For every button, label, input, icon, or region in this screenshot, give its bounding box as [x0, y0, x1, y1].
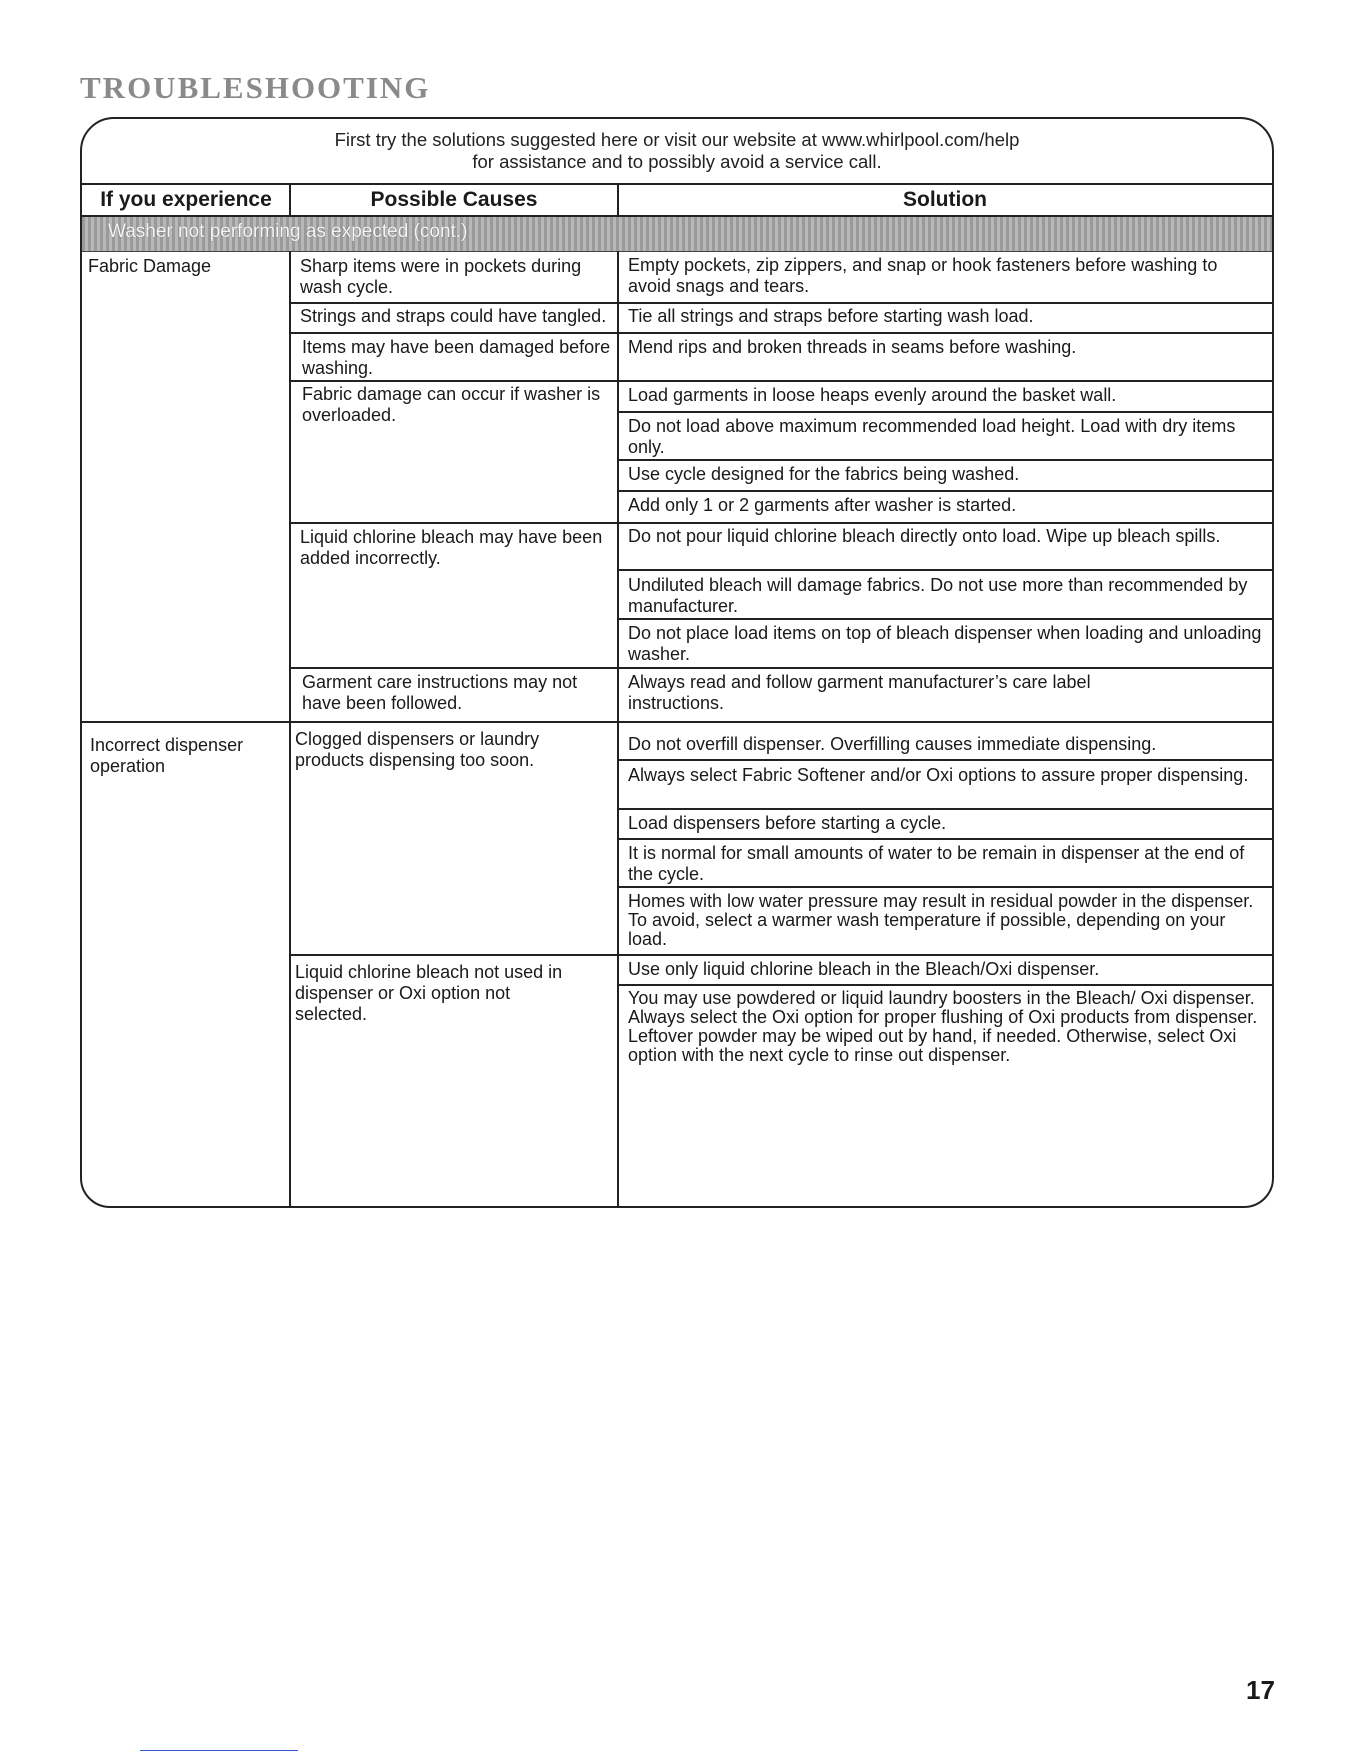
row-divider: [618, 490, 1272, 492]
row-divider: [618, 411, 1272, 413]
row-divider: [618, 808, 1272, 810]
solution-17: Use only liquid chlorine bleach in the Bleach/Oxi dispenser.: [628, 959, 1100, 979]
row-divider: [290, 954, 1272, 956]
solution-6: Use cycle designed for the fabrics being washed.: [628, 464, 1020, 484]
troubleshooting-table: [80, 117, 1274, 1208]
row-divider: [290, 332, 1272, 334]
cause-damaged-before: Items may have been damaged before washing.: [302, 337, 611, 378]
section-band: [82, 217, 1272, 252]
column-divider: [617, 251, 619, 1207]
page-number: 17: [1246, 1675, 1275, 1705]
cause-care-instructions: Garment care instructions may not have been followed.: [302, 672, 578, 713]
row-divider: [290, 380, 1272, 382]
solution-13: Always select Fabric Softener and/or Oxi options to assure proper dispensing.: [628, 765, 1249, 785]
row-divider: [618, 886, 1272, 888]
solution-8: Do not pour liquid chlorine bleach directly onto load. Wipe up bleach spills.: [628, 526, 1221, 546]
column-divider: [289, 183, 291, 217]
experience-fabric-damage: Fabric Damage: [88, 256, 212, 276]
cause-sharp-items: Sharp items were in pockets during wash cycle.: [300, 256, 582, 297]
cause-bleach-incorrect: Liquid chlorine bleach may have been added incorrectly.: [300, 527, 603, 568]
cause-clogged: Clogged dispensers or laundry products dispensing too soon.: [295, 729, 540, 770]
row-divider: [618, 569, 1272, 571]
row-divider: [290, 302, 1272, 304]
header-solution: Solution: [903, 188, 987, 211]
header-experience: If you experience: [100, 188, 272, 211]
solution-11: Always read and follow garment manufacturer’s care label instructions.: [628, 672, 1091, 713]
solution-10: Do not place load items on top of bleach dispenser when loading and unloading washer.: [628, 623, 1262, 664]
intro-line-1: First try the solutions suggested here or visit our website at www.whirlpool.com/help: [334, 129, 1020, 150]
solution-4: Load garments in loose heaps evenly around the basket wall.: [628, 385, 1117, 405]
solution-9: Undiluted bleach will damage fabrics. Do not use more than recommended by manufacturer.: [628, 575, 1248, 616]
solution-7: Add only 1 or 2 garments after washer is started.: [628, 495, 1017, 515]
column-divider: [617, 183, 619, 217]
header-causes: Possible Causes: [370, 188, 538, 211]
row-divider: [618, 618, 1272, 620]
cause-bleach-not-used: Liquid chlorine bleach not used in dispenser or Oxi option not selected.: [295, 962, 563, 1024]
solution-14: Load dispensers before starting a cycle.: [628, 813, 947, 833]
row-divider: [618, 984, 1272, 986]
solution-12: Do not overfill dispenser. Overfilling causes immediate dispensing.: [628, 734, 1157, 754]
table-header-row: [82, 183, 1272, 217]
solution-2: Tie all strings and straps before starting wash load.: [628, 306, 1034, 326]
solution-18: You may use powdered or liquid laundry boosters in the Bleach/ Oxi dispenser. Always select the Oxi option for proper flushing of Oxi products from dispenser. Leftover powder may be wiped out by hand, if needed. Otherwise, select Oxi option with the next cycle to rinse out dispenser.: [628, 988, 1258, 1065]
solution-15: It is normal for small amounts of water to be remain in dispenser at the end of the cycle.: [628, 843, 1245, 884]
solution-16: Homes with low water pressure may result in residual powder in the dispenser. To avoid, select a warmer wash temperature if possible, depending on your load.: [628, 891, 1254, 949]
footer-rule: [140, 1750, 298, 1751]
experience-incorrect-dispenser: Incorrect dispenser operation: [90, 735, 244, 776]
solution-1: Empty pockets, zip zippers, and snap or hook fasteners before washing to avoid snags and tears.: [628, 255, 1218, 296]
row-divider: [290, 667, 1272, 669]
row-divider: [618, 838, 1272, 840]
row-divider: [290, 522, 1272, 524]
intro-text: [82, 129, 1272, 173]
page-title: TROUBLESHOOTING: [80, 70, 431, 105]
row-divider: [618, 459, 1272, 461]
section-divider: [82, 721, 1272, 723]
cause-overloaded: Fabric damage can occur if washer is overloaded.: [302, 384, 601, 425]
solution-3: Mend rips and broken threads in seams before washing.: [628, 337, 1077, 357]
solution-5: Do not load above maximum recommended load height. Load with dry items only.: [628, 416, 1236, 457]
section-band-label: Washer not performing as expected (cont.): [108, 221, 468, 242]
cause-strings: Strings and straps could have tangled.: [300, 306, 607, 326]
intro-line-2: for assistance and to possibly avoid a service call.: [472, 151, 882, 172]
column-divider: [289, 251, 291, 1207]
row-divider: [618, 759, 1272, 761]
